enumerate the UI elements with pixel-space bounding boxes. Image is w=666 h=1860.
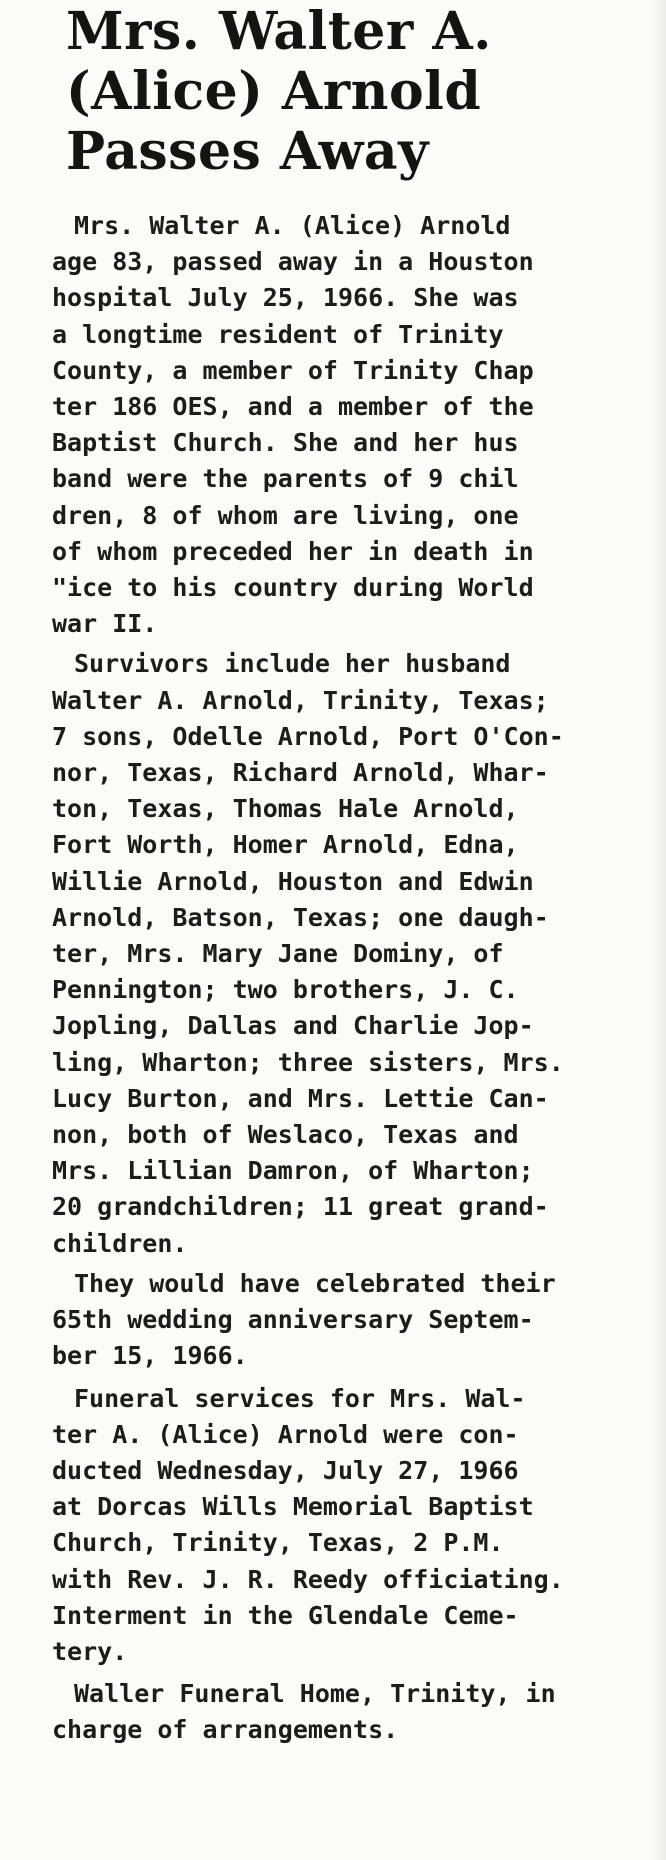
text-line: war II. xyxy=(52,609,158,639)
text-line: charge of arrangements. xyxy=(52,1715,399,1745)
text-line: children. xyxy=(52,1228,188,1258)
article-body xyxy=(52,208,652,1753)
text-line: ducted Wednesday, July 27, 1966 xyxy=(52,1455,519,1485)
text-line: Baptist Church. She and her hus xyxy=(52,428,519,458)
text-line: Willie Arnold, Houston and Edwin xyxy=(52,866,534,896)
text-line: ber 15, 1966. xyxy=(52,1341,248,1371)
text-line: a longtime resident of Trinity xyxy=(52,319,504,349)
text-line: Lucy Burton, and Mrs. Lettie Can- xyxy=(52,1083,549,1113)
text-line: 65th wedding anniversary Septem- xyxy=(52,1305,534,1335)
text-line: dren, 8 of whom are living, one xyxy=(52,500,519,530)
text-line: Funeral services for Mrs. Wal- xyxy=(74,1383,526,1413)
text-line: 20 grandchildren; 11 great grand- xyxy=(52,1192,549,1222)
text-line: ling, Wharton; three sisters, Mrs. xyxy=(52,1047,564,1077)
headline-line: Passes Away xyxy=(66,121,429,182)
headline-line: Mrs. Walter A. xyxy=(66,1,492,62)
text-line: Walter A. Arnold, Trinity, Texas; xyxy=(52,685,549,715)
text-line: 7 sons, Odelle Arnold, Port O'Con- xyxy=(52,721,564,751)
text-line: of whom preceded her in death in xyxy=(52,536,534,566)
text-line: Interment in the Glendale Ceme- xyxy=(52,1600,519,1630)
text-line: County, a member of Trinity Chap xyxy=(52,355,534,385)
text-line: Mrs. Lillian Damron, of Wharton; xyxy=(52,1156,534,1186)
paragraph-survivors xyxy=(52,646,652,1261)
text-line: ter, Mrs. Mary Jane Dominy, of xyxy=(52,939,504,969)
text-line: non, both of Weslaco, Texas and xyxy=(52,1120,519,1150)
text-line: ter A. (Alice) Arnold were con- xyxy=(52,1419,519,1449)
text-line: with Rev. J. R. Reedy officiating. xyxy=(52,1564,564,1594)
text-line: Fort Worth, Homer Arnold, Edna, xyxy=(52,830,519,860)
text-line: nor, Texas, Richard Arnold, Whar- xyxy=(52,758,549,788)
text-line: "ice to his country during World xyxy=(52,573,534,603)
text-line: hospital July 25, 1966. She was xyxy=(52,283,519,313)
text-line: at Dorcas Wills Memorial Baptist xyxy=(52,1492,534,1522)
text-line: Arnold, Batson, Texas; one daugh- xyxy=(52,902,549,932)
text-line: Mrs. Walter A. (Alice) Arnold xyxy=(74,211,511,240)
paragraph-anniversary xyxy=(52,1266,652,1375)
text-line: Survivors include her husband xyxy=(74,649,511,679)
page-edge-shadow xyxy=(652,0,666,1860)
headline xyxy=(66,2,626,182)
paragraph-arrangements xyxy=(52,1676,652,1748)
text-line: Pennington; two brothers, J. C. xyxy=(52,975,519,1005)
text-line: ter 186 OES, and a member of the xyxy=(52,392,534,422)
text-line: age 83, passed away in a Houston xyxy=(52,247,534,277)
text-line: Church, Trinity, Texas, 2 P.M. xyxy=(52,1528,504,1558)
text-line: Jopling, Dallas and Charlie Jop- xyxy=(52,1011,534,1041)
paragraph-funeral-services xyxy=(52,1381,652,1671)
text-line: ton, Texas, Thomas Hale Arnold, xyxy=(52,794,519,824)
text-line: They would have celebrated their xyxy=(74,1268,556,1298)
text-line: band were the parents of 9 chil xyxy=(52,464,519,494)
paragraph-death-notice xyxy=(52,208,652,642)
text-line: Waller Funeral Home, Trinity, in xyxy=(74,1679,556,1709)
headline-line: (Alice) Arnold xyxy=(66,61,482,122)
text-line: tery. xyxy=(52,1636,128,1666)
